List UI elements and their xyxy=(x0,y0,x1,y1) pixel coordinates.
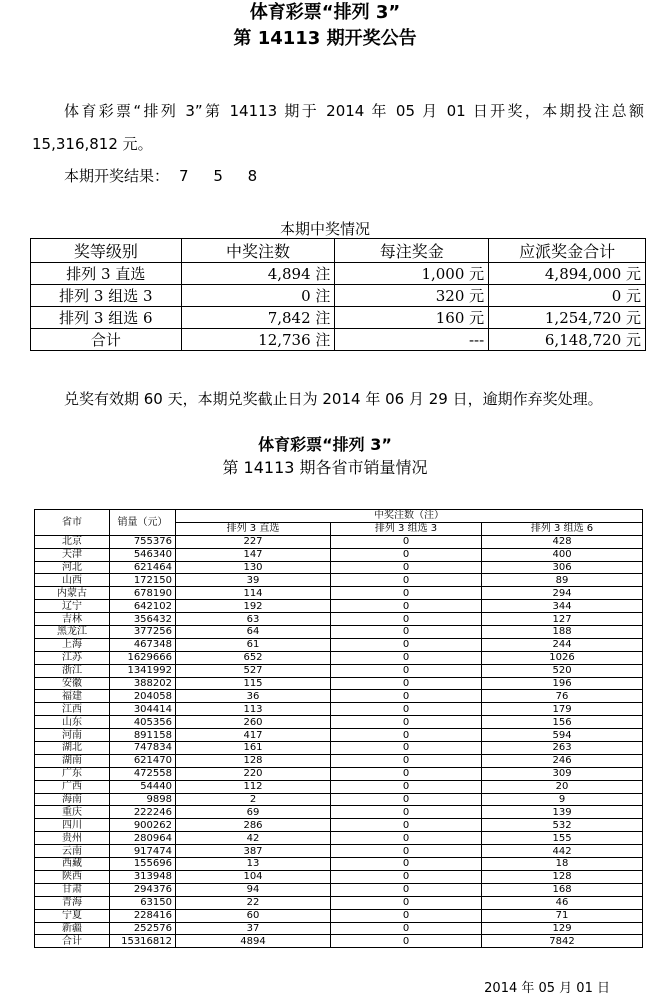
province-cell: 山西 xyxy=(35,574,110,587)
prize-per-ticket: 160 元 xyxy=(335,307,489,329)
sales-cell: 678190 xyxy=(110,587,176,600)
prize-total: 4,894,000 元 xyxy=(489,263,646,285)
group6-cell: 309 xyxy=(482,767,643,780)
sales-total-row xyxy=(35,935,643,948)
sales-row xyxy=(35,806,643,819)
sales-cell: 15316812 xyxy=(110,935,176,948)
prize-table xyxy=(30,238,646,351)
province-cell: 重庆 xyxy=(35,806,110,819)
sales-row xyxy=(35,638,643,651)
direct-cell: 128 xyxy=(176,754,331,767)
group6-cell: 344 xyxy=(482,600,643,613)
header-winners: 中奖注数（注） xyxy=(176,510,643,523)
direct-cell: 39 xyxy=(176,574,331,587)
header-direct: 排列 3 直选 xyxy=(176,522,331,535)
direct-cell: 112 xyxy=(176,780,331,793)
sales-cell: 472558 xyxy=(110,767,176,780)
group6-cell: 46 xyxy=(482,896,643,909)
sales-row xyxy=(35,742,643,755)
group3-cell: 0 xyxy=(331,626,482,639)
direct-cell: 387 xyxy=(176,845,331,858)
group3-cell: 0 xyxy=(331,922,482,935)
direct-cell: 114 xyxy=(176,587,331,600)
group3-cell: 0 xyxy=(331,806,482,819)
direct-cell: 60 xyxy=(176,909,331,922)
header-winner-count: 中奖注数 xyxy=(181,239,335,263)
header-province: 省市 xyxy=(35,510,110,536)
sales-row xyxy=(35,716,643,729)
province-cell: 北京 xyxy=(35,535,110,548)
sales-cell: 405356 xyxy=(110,716,176,729)
direct-cell: 227 xyxy=(176,535,331,548)
redemption-notice: 兑奖有效期 60 天，本期兑奖截止日为 2014 年 06 月 29 日，逾期作弃奖处理。 xyxy=(64,390,603,408)
province-cell: 西藏 xyxy=(35,858,110,871)
sales-row xyxy=(35,780,643,793)
sales-cell: 172150 xyxy=(110,574,176,587)
direct-cell: 104 xyxy=(176,870,331,883)
direct-cell: 652 xyxy=(176,651,331,664)
direct-cell: 42 xyxy=(176,832,331,845)
sales-table xyxy=(34,509,643,948)
group6-cell: 18 xyxy=(482,858,643,871)
prize-level: 合计 xyxy=(31,329,182,351)
sales-cell: 388202 xyxy=(110,677,176,690)
province-cell: 江西 xyxy=(35,703,110,716)
group3-cell: 0 xyxy=(331,574,482,587)
province-cell: 天津 xyxy=(35,548,110,561)
direct-cell: 260 xyxy=(176,716,331,729)
group6-cell: 1026 xyxy=(482,651,643,664)
group3-cell: 0 xyxy=(331,909,482,922)
group6-cell: 156 xyxy=(482,716,643,729)
direct-cell: 147 xyxy=(176,548,331,561)
sales-row xyxy=(35,883,643,896)
sales-row xyxy=(35,626,643,639)
group6-cell: 594 xyxy=(482,729,643,742)
group3-cell: 0 xyxy=(331,638,482,651)
province-cell: 河南 xyxy=(35,729,110,742)
prize-level: 排列 3 组选 3 xyxy=(31,285,182,307)
province-cell: 吉林 xyxy=(35,613,110,626)
province-cell: 甘肃 xyxy=(35,883,110,896)
sales-cell: 1341992 xyxy=(110,664,176,677)
direct-cell: 113 xyxy=(176,703,331,716)
group3-cell: 0 xyxy=(331,819,482,832)
group6-cell: 188 xyxy=(482,626,643,639)
province-cell: 四川 xyxy=(35,819,110,832)
sales-row xyxy=(35,613,643,626)
group6-cell: 9 xyxy=(482,793,643,806)
page-title: 体育彩票“排列 3” xyxy=(249,2,401,23)
direct-cell: 69 xyxy=(176,806,331,819)
sales-cell: 642102 xyxy=(110,600,176,613)
sales-cell: 747834 xyxy=(110,742,176,755)
intro-paragraph: 体育彩票“排列 3”第 14113 期于 2014 年 05 月 01 日开奖，本期投注总额 15,316,812 元。 xyxy=(32,102,644,153)
prize-level: 排列 3 组选 6 xyxy=(31,307,182,329)
group3-cell: 0 xyxy=(331,613,482,626)
winner-count: 12,736 注 xyxy=(181,329,335,351)
group6-cell: 244 xyxy=(482,638,643,651)
sales-row xyxy=(35,690,643,703)
group6-cell: 7842 xyxy=(482,935,643,948)
group3-cell: 0 xyxy=(331,870,482,883)
group6-cell: 246 xyxy=(482,754,643,767)
group3-cell: 0 xyxy=(331,935,482,948)
sales-row xyxy=(35,703,643,716)
prize-per-ticket: 320 元 xyxy=(335,285,489,307)
direct-cell: 130 xyxy=(176,561,331,574)
direct-cell: 161 xyxy=(176,742,331,755)
group6-cell: 127 xyxy=(482,613,643,626)
group3-cell: 0 xyxy=(331,600,482,613)
direct-cell: 417 xyxy=(176,729,331,742)
sales-row xyxy=(35,909,643,922)
sales-cell: 63150 xyxy=(110,896,176,909)
sales-cell: 9898 xyxy=(110,793,176,806)
direct-cell: 286 xyxy=(176,819,331,832)
sales-row xyxy=(35,896,643,909)
province-cell: 广东 xyxy=(35,767,110,780)
direct-cell: 63 xyxy=(176,613,331,626)
sales-cell: 155696 xyxy=(110,858,176,871)
province-cell: 安徽 xyxy=(35,677,110,690)
direct-cell: 36 xyxy=(176,690,331,703)
winner-count: 0 注 xyxy=(181,285,335,307)
sales-cell: 294376 xyxy=(110,883,176,896)
province-cell: 福建 xyxy=(35,690,110,703)
prize-row xyxy=(31,307,646,329)
sales-row xyxy=(35,858,643,871)
sales-row xyxy=(35,651,643,664)
province-cell: 山东 xyxy=(35,716,110,729)
sales-cell: 252576 xyxy=(110,922,176,935)
sales-cell: 313948 xyxy=(110,870,176,883)
group3-cell: 0 xyxy=(331,548,482,561)
province-cell: 黑龙江 xyxy=(35,626,110,639)
sales-header-row xyxy=(35,510,643,523)
group3-cell: 0 xyxy=(331,858,482,871)
header-prize-level: 奖等级别 xyxy=(31,239,182,263)
province-cell: 青海 xyxy=(35,896,110,909)
province-cell: 广西 xyxy=(35,780,110,793)
group6-cell: 20 xyxy=(482,780,643,793)
group6-cell: 263 xyxy=(482,742,643,755)
group3-cell: 0 xyxy=(331,767,482,780)
prize-per-ticket: 1,000 元 xyxy=(335,263,489,285)
group6-cell: 71 xyxy=(482,909,643,922)
province-cell: 上海 xyxy=(35,638,110,651)
sales-row xyxy=(35,664,643,677)
direct-cell: 220 xyxy=(176,767,331,780)
sales-cell: 356432 xyxy=(110,613,176,626)
group6-cell: 294 xyxy=(482,587,643,600)
group6-cell: 168 xyxy=(482,883,643,896)
prize-row xyxy=(31,285,646,307)
sales-cell: 304414 xyxy=(110,703,176,716)
sales-table-body xyxy=(35,535,643,948)
prize-row xyxy=(31,263,646,285)
province-cell: 合计 xyxy=(35,935,110,948)
sales-cell: 280964 xyxy=(110,832,176,845)
group6-cell: 196 xyxy=(482,677,643,690)
group3-cell: 0 xyxy=(331,535,482,548)
province-cell: 宁夏 xyxy=(35,909,110,922)
sales-cell: 54440 xyxy=(110,780,176,793)
direct-cell: 94 xyxy=(176,883,331,896)
group6-cell: 139 xyxy=(482,806,643,819)
direct-cell: 37 xyxy=(176,922,331,935)
header-prize-total: 应派奖金合计 xyxy=(489,239,646,263)
direct-cell: 2 xyxy=(176,793,331,806)
province-cell: 海南 xyxy=(35,793,110,806)
province-cell: 河北 xyxy=(35,561,110,574)
group6-cell: 179 xyxy=(482,703,643,716)
group6-cell: 128 xyxy=(482,870,643,883)
group3-cell: 0 xyxy=(331,896,482,909)
group3-cell: 0 xyxy=(331,754,482,767)
group6-cell: 129 xyxy=(482,922,643,935)
header-group6: 排列 3 组选 6 xyxy=(482,522,643,535)
prize-table-caption: 本期中奖情况 xyxy=(279,220,370,238)
prize-per-ticket: --- xyxy=(335,329,489,351)
province-cell: 江苏 xyxy=(35,651,110,664)
group3-cell: 0 xyxy=(331,561,482,574)
direct-cell: 192 xyxy=(176,600,331,613)
direct-cell: 4894 xyxy=(176,935,331,948)
group3-cell: 0 xyxy=(331,832,482,845)
sales-subtitle: 第 14113 期各省市销量情况 xyxy=(222,458,428,477)
group6-cell: 76 xyxy=(482,690,643,703)
group6-cell: 428 xyxy=(482,535,643,548)
province-cell: 湖北 xyxy=(35,742,110,755)
group3-cell: 0 xyxy=(331,716,482,729)
group6-cell: 306 xyxy=(482,561,643,574)
direct-cell: 64 xyxy=(176,626,331,639)
sales-row xyxy=(35,548,643,561)
group3-cell: 0 xyxy=(331,651,482,664)
prize-total-row xyxy=(31,329,646,351)
header-group3: 排列 3 组选 3 xyxy=(331,522,482,535)
sales-row xyxy=(35,793,643,806)
group3-cell: 0 xyxy=(331,780,482,793)
prize-total: 6,148,720 元 xyxy=(489,329,646,351)
sales-row xyxy=(35,729,643,742)
sales-cell: 222246 xyxy=(110,806,176,819)
sales-title: 体育彩票“排列 3” xyxy=(258,435,392,454)
header-sales: 销量（元） xyxy=(110,510,176,536)
group3-cell: 0 xyxy=(331,793,482,806)
sales-cell: 467348 xyxy=(110,638,176,651)
group3-cell: 0 xyxy=(331,677,482,690)
sales-row xyxy=(35,574,643,587)
header-prize-per-ticket: 每注奖金 xyxy=(335,239,489,263)
result-line xyxy=(64,165,267,187)
sales-cell: 900262 xyxy=(110,819,176,832)
group3-cell: 0 xyxy=(331,845,482,858)
sales-cell: 621464 xyxy=(110,561,176,574)
sales-row xyxy=(35,845,643,858)
group3-cell: 0 xyxy=(331,703,482,716)
sales-row xyxy=(35,677,643,690)
group3-cell: 0 xyxy=(331,883,482,896)
sales-cell: 377256 xyxy=(110,626,176,639)
group6-cell: 155 xyxy=(482,832,643,845)
province-cell: 新疆 xyxy=(35,922,110,935)
group6-cell: 89 xyxy=(482,574,643,587)
sales-row xyxy=(35,587,643,600)
province-cell: 辽宁 xyxy=(35,600,110,613)
sales-cell: 891158 xyxy=(110,729,176,742)
winner-count: 4,894 注 xyxy=(181,263,335,285)
group3-cell: 0 xyxy=(331,729,482,742)
sales-cell: 917474 xyxy=(110,845,176,858)
province-cell: 浙江 xyxy=(35,664,110,677)
page-subtitle: 第 14113 期开奖公告 xyxy=(233,28,417,49)
direct-cell: 22 xyxy=(176,896,331,909)
sales-cell: 1629666 xyxy=(110,651,176,664)
group3-cell: 0 xyxy=(331,664,482,677)
province-cell: 云南 xyxy=(35,845,110,858)
sales-row xyxy=(35,922,643,935)
group3-cell: 0 xyxy=(331,587,482,600)
sales-row xyxy=(35,754,643,767)
group6-cell: 400 xyxy=(482,548,643,561)
sales-row xyxy=(35,535,643,548)
sales-row xyxy=(35,767,643,780)
province-cell: 贵州 xyxy=(35,832,110,845)
sales-cell: 228416 xyxy=(110,909,176,922)
sales-row xyxy=(35,870,643,883)
group3-cell: 0 xyxy=(331,690,482,703)
sales-row xyxy=(35,819,643,832)
result-numbers: 7 5 8 xyxy=(179,167,268,185)
province-cell: 陕西 xyxy=(35,870,110,883)
prize-table-header xyxy=(31,239,646,263)
prize-level: 排列 3 直选 xyxy=(31,263,182,285)
sales-row xyxy=(35,600,643,613)
direct-cell: 527 xyxy=(176,664,331,677)
group6-cell: 442 xyxy=(482,845,643,858)
direct-cell: 61 xyxy=(176,638,331,651)
winner-count: 7,842 注 xyxy=(181,307,335,329)
province-cell: 湖南 xyxy=(35,754,110,767)
direct-cell: 13 xyxy=(176,858,331,871)
sales-cell: 621470 xyxy=(110,754,176,767)
result-label: 本期开奖结果： xyxy=(64,167,170,185)
group3-cell: 0 xyxy=(331,742,482,755)
sales-cell: 755376 xyxy=(110,535,176,548)
prize-total: 0 元 xyxy=(489,285,646,307)
sales-cell: 546340 xyxy=(110,548,176,561)
sales-row xyxy=(35,561,643,574)
province-cell: 内蒙古 xyxy=(35,587,110,600)
sales-row xyxy=(35,832,643,845)
publish-date: 2014 年 05 月 01 日 xyxy=(484,981,610,996)
direct-cell: 115 xyxy=(176,677,331,690)
group6-cell: 532 xyxy=(482,819,643,832)
group6-cell: 520 xyxy=(482,664,643,677)
sales-cell: 204058 xyxy=(110,690,176,703)
prize-total: 1,254,720 元 xyxy=(489,307,646,329)
